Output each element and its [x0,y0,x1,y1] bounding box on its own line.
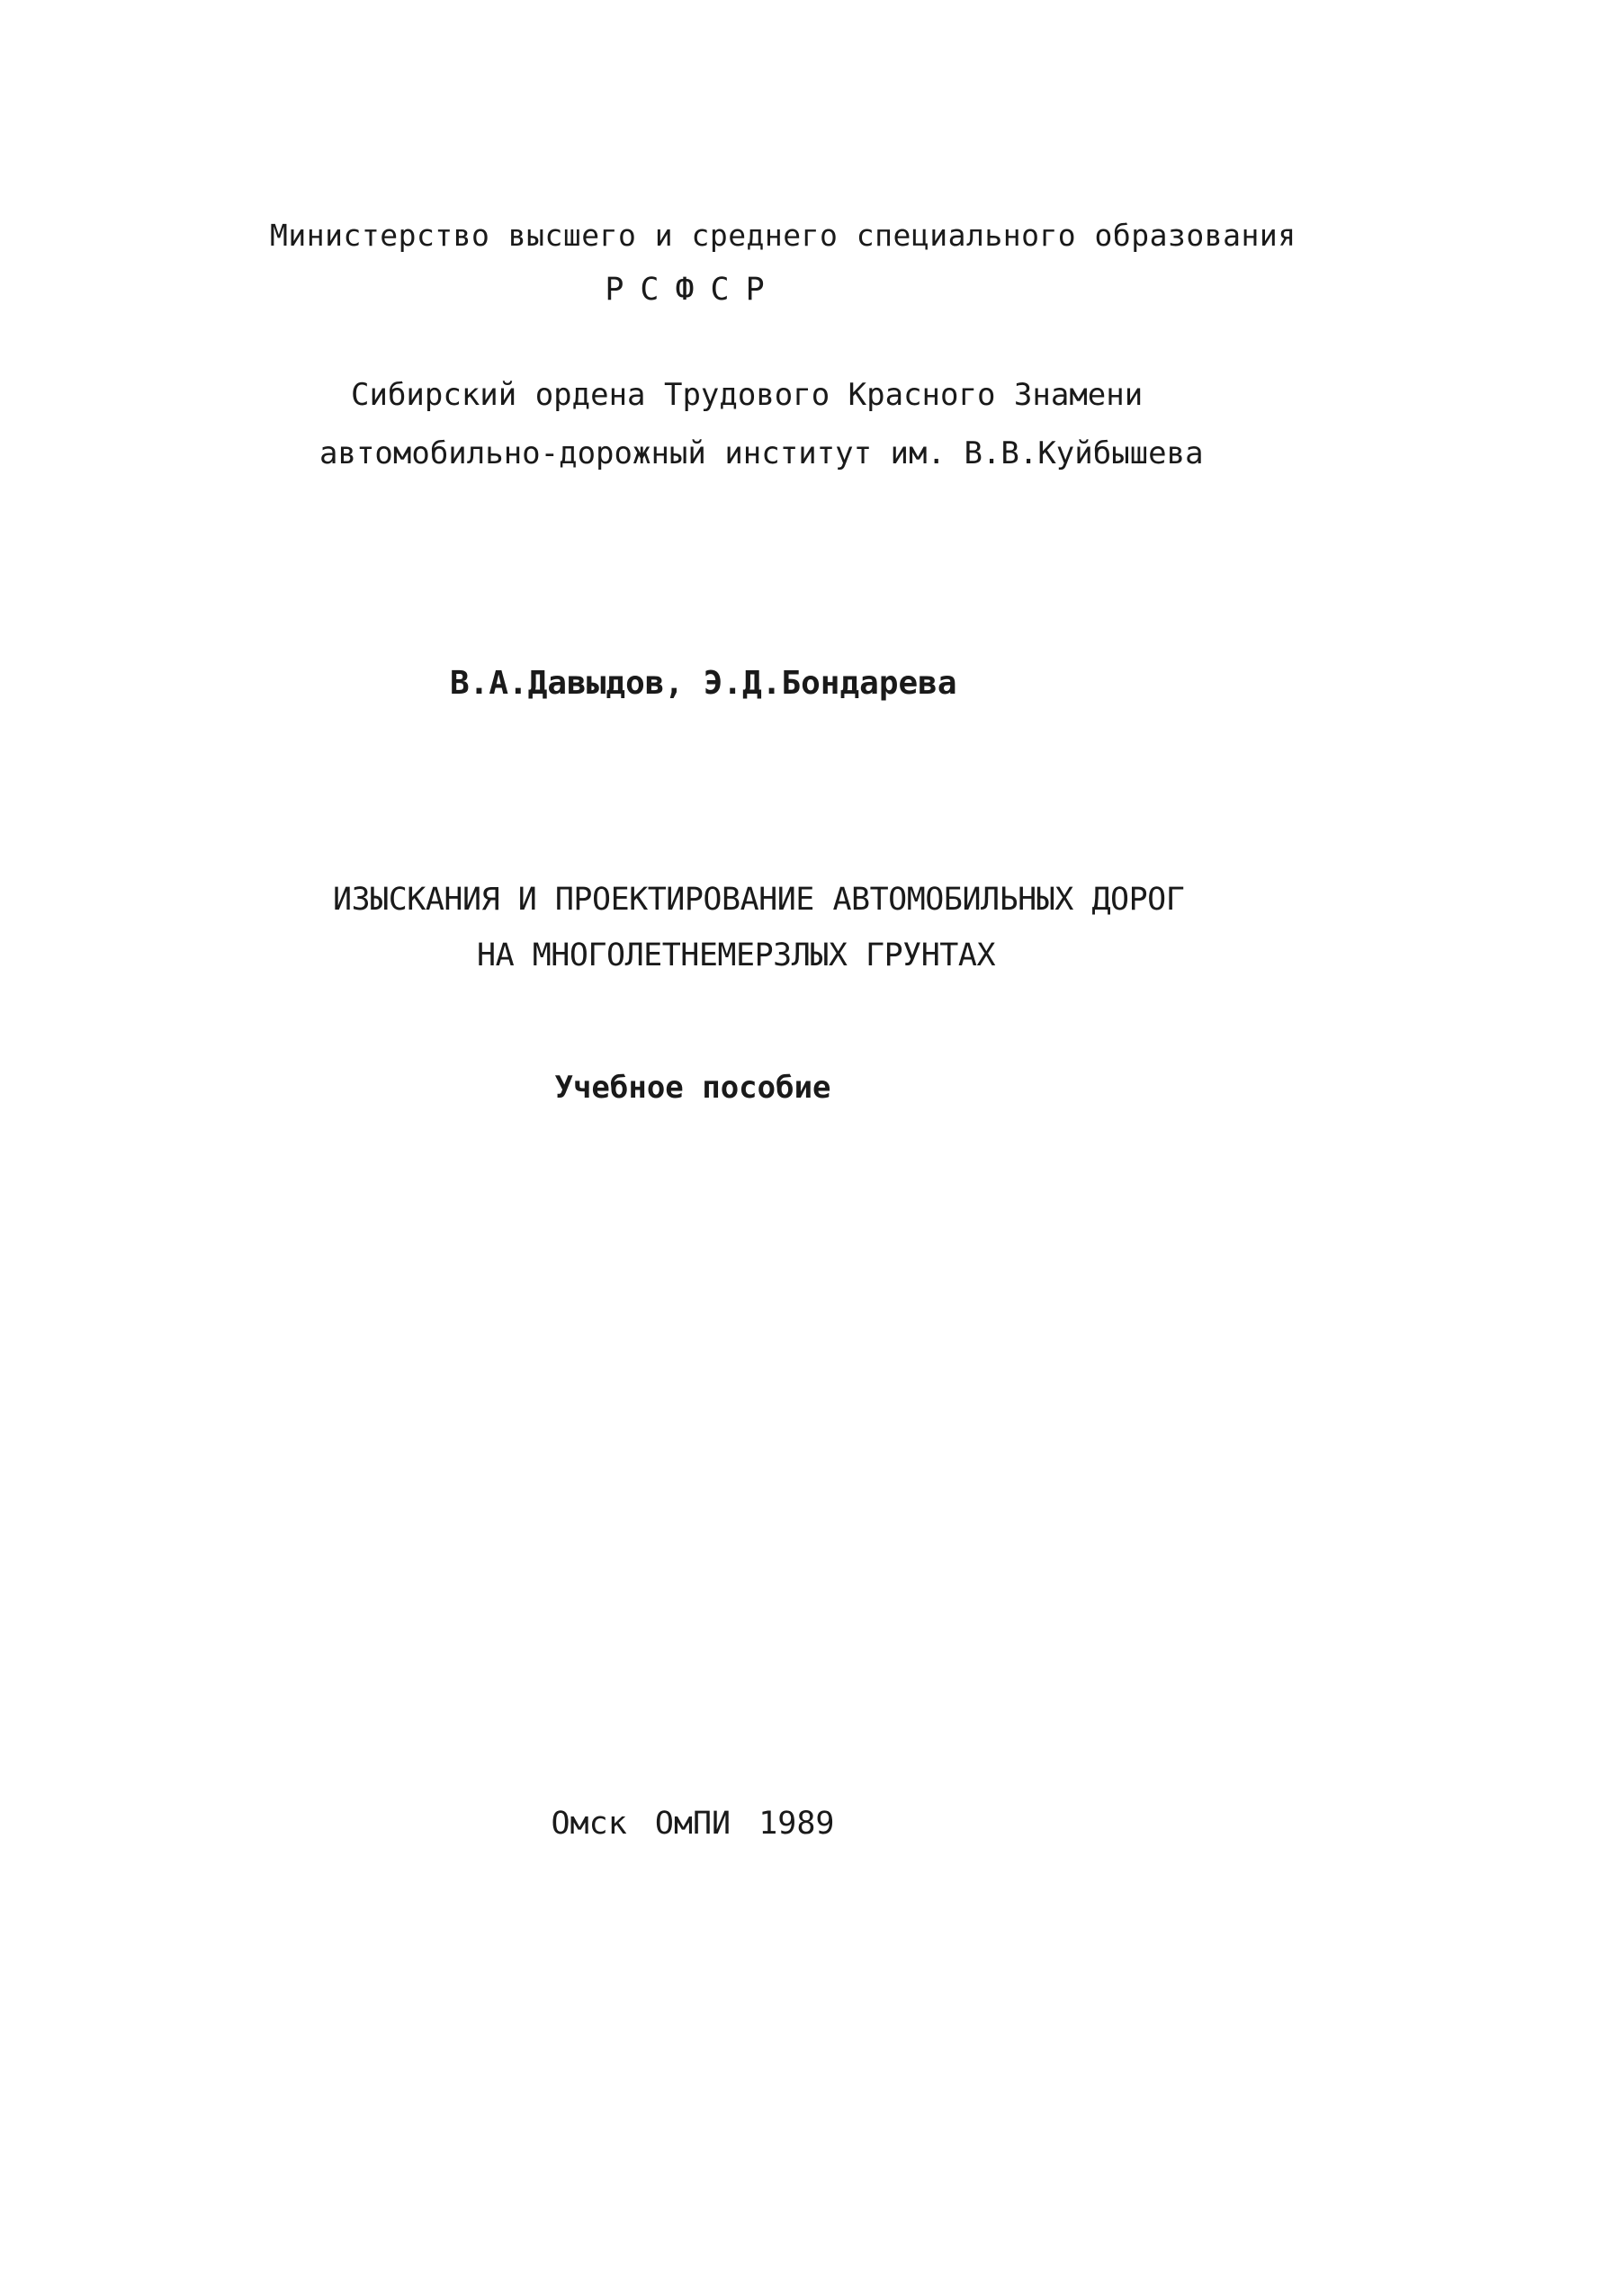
book-title-line2: НА МНОГОЛЕТНЕМЕРЗЛЫХ ГРУНТАХ [477,937,996,973]
book-subtitle: Учебное пособие [554,1070,831,1106]
book-title-line1: ИЗЫСКАНИЯ И ПРОЕКТИРОВАНИЕ АВТОМОБИЛЬНЫХ ДОРОГ [333,882,1185,918]
institute-name-line2: автомобильно-дорожный институт им. В.В.Куйбышева [319,435,1204,471]
ministry-name: Министерство высшего и среднего специального образования [270,218,1296,253]
republic-name: РСФСР [605,272,781,308]
authors: В.А.Давыдов, Э.Д.Бондарева [450,665,957,702]
institute-name-line1: Сибирский ордена Трудового Красного Знамени [351,377,1144,413]
publication-imprint: Омск ОмПИ 1989 [551,1806,835,1842]
